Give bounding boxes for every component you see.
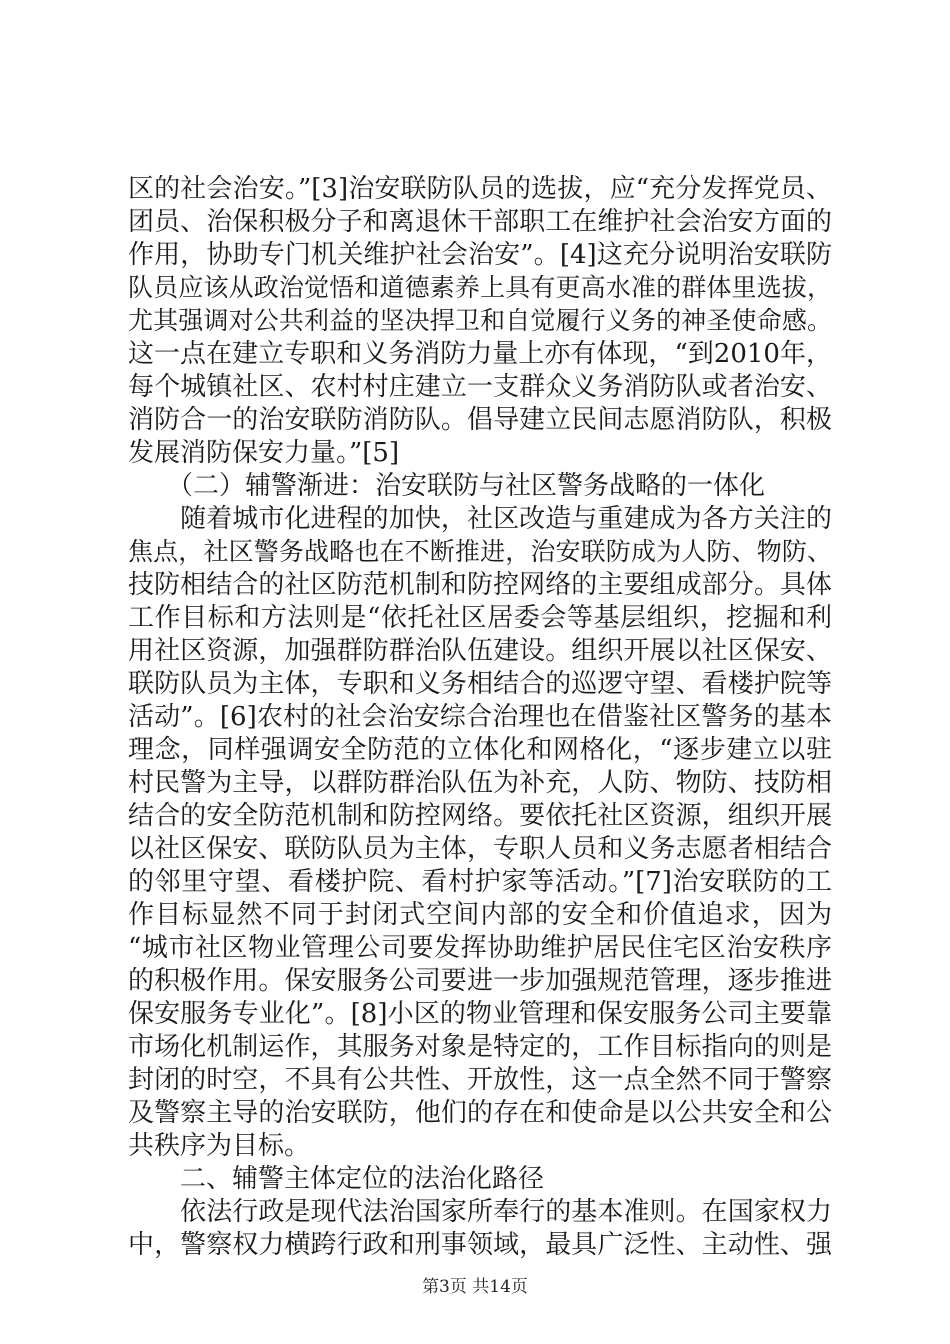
text-line: 及警察主导的治安联防，他们的存在和使命是以公共安全和公 bbox=[128, 1098, 832, 1128]
section-heading: （二）辅警渐进：治安联防与社区警务战略的一体化 bbox=[128, 471, 766, 501]
text-line: 的积极作用。保安服务公司要进一步加强规范管理，逐步推进 bbox=[128, 966, 832, 996]
text-line: 依法行政是现代法治国家所奉行的基本准则。在国家权力 bbox=[128, 1197, 832, 1227]
text-line: 活动”。[6]农村的社会治安综合治理也在借鉴社区警务的基本 bbox=[128, 702, 832, 732]
text-line: 理念，同样强调安全防范的立体化和网格化，“逐步建立以驻 bbox=[128, 735, 832, 765]
text-line: 区的社会治安。”[3]治安联防队员的选拔，应“充分发挥党员、 bbox=[128, 174, 832, 204]
text-line: 技防相结合的社区防范机制和防控网络的主要组成部分。具体 bbox=[128, 570, 832, 600]
text-line: 这一点在建立专职和义务消防力量上亦有体现，“到2010年， bbox=[128, 339, 832, 369]
section-heading: 二、辅警主体定位的法治化路径 bbox=[128, 1164, 545, 1194]
text-line: 团员、治保积极分子和离退休干部职工在维护社会治安方面的 bbox=[128, 207, 832, 237]
text-line: 的邻里守望、看楼护院、看村护家等活动。”[7]治安联防的工 bbox=[128, 867, 832, 897]
text-line: 村民警为主导，以群防群治队伍为补充，人防、物防、技防相 bbox=[128, 768, 832, 798]
text-line: 焦点，社区警务战略也在不断推进，治安联防成为人防、物防、 bbox=[128, 537, 832, 566]
text-line: 结合的安全防范机制和防控网络。要依托社区资源，组织开展 bbox=[128, 801, 832, 831]
text-line: 尤其强调对公共利益的坚决捍卫和自觉履行义务的神圣使命感。 bbox=[128, 306, 832, 335]
text-line: 以社区保安、联防队员为主体，专职人员和义务志愿者相结合 bbox=[128, 834, 832, 864]
text-line: 队员应该从政治觉悟和道德素养上具有更高水准的群体里选拔， bbox=[128, 273, 832, 302]
text-line: 市场化机制运作，其服务对象是特定的，工作目标指向的则是 bbox=[128, 1032, 832, 1062]
text-line: 用社区资源，加强群防群治队伍建设。组织开展以社区保安、 bbox=[128, 636, 832, 666]
text-line: 共秩序为目标。 bbox=[128, 1131, 311, 1161]
page-footer: 第3页 共14页 bbox=[422, 1277, 528, 1297]
text-line: 发展消防保安力量。”[5] bbox=[128, 438, 400, 468]
text-line: 封闭的时空，不具有公共性、开放性，这一点全然不同于警察 bbox=[128, 1065, 832, 1095]
text-line: 保安服务专业化”。[8]小区的物业管理和保安服务公司主要靠 bbox=[128, 999, 832, 1029]
text-line: 中，警察权力横跨行政和刑事领域，最具广泛性、主动性、强 bbox=[128, 1230, 832, 1260]
text-line: 消防合一的治安联防消防队。倡导建立民间志愿消防队，积极 bbox=[128, 405, 832, 435]
text-line: 工作目标和方法则是“依托社区居委会等基层组织，挖掘和利 bbox=[128, 603, 832, 633]
text-line: 作目标显然不同于封闭式空间内部的安全和价值追求，因为 bbox=[128, 900, 832, 930]
text-line: 联防队员为主体，专职和义务相结合的巡逻守望、看楼护院等 bbox=[128, 669, 832, 699]
text-line: “城市社区物业管理公司要发挥协助维护居民住宅区治安秩序 bbox=[128, 933, 832, 963]
text-line: 作用，协助专门机关维护社会治安”。[4]这充分说明治安联防 bbox=[128, 240, 832, 270]
text-line: 随着城市化进程的加快，社区改造与重建成为各方关注的 bbox=[128, 504, 832, 534]
text-line: 每个城镇社区、农村村庄建立一支群众义务消防队或者治安、 bbox=[128, 372, 832, 402]
